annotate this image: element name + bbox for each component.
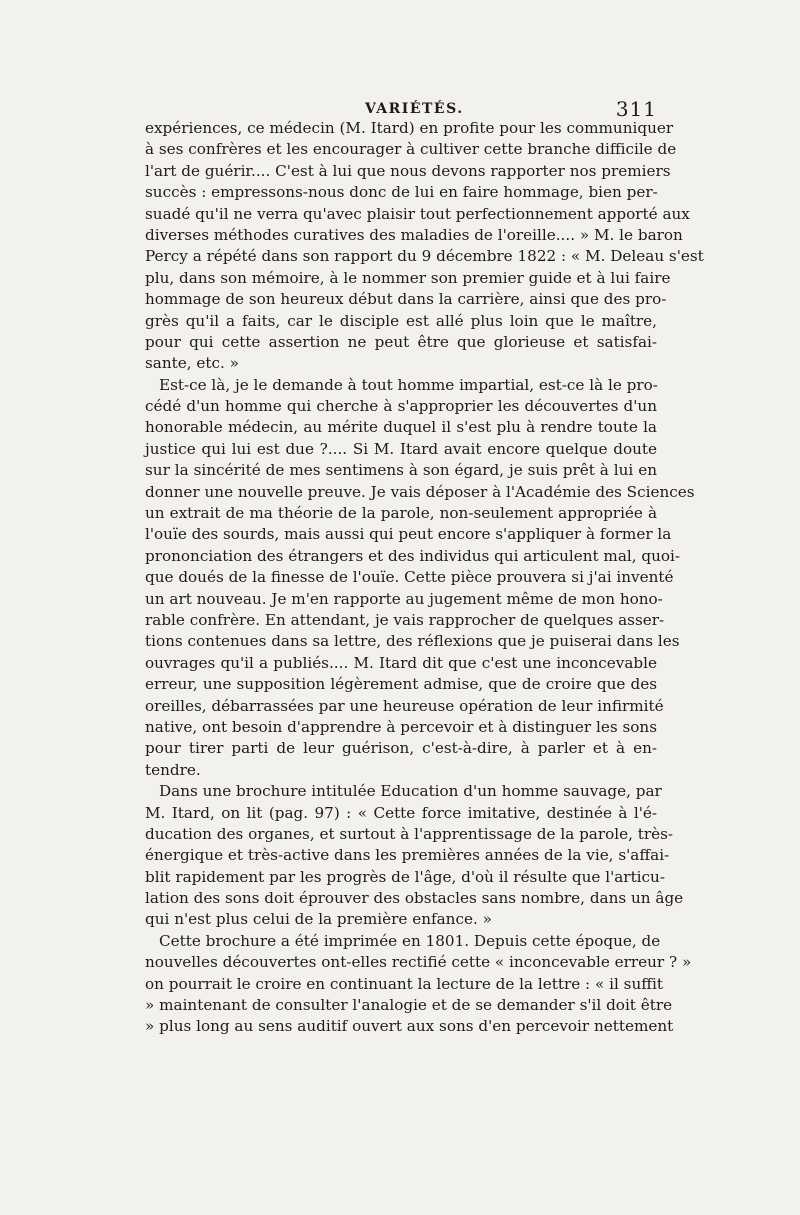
paragraph [145,781,684,931]
text-line: on pourrait le croire en continuant la lecture de la lettre : « il suffit [145,974,663,993]
text-line: ouvrages qu'il a publiés.... M. Itard dit que c'est une inconcevable [145,653,657,672]
text-line: cédé d'un homme qui cherche à s'approprier les découvertes d'un [145,397,657,416]
text-line: que doués de la finesse de l'ouïe. Cette pièce prouvera si j'ai inventé [145,568,674,587]
text-line: Cette brochure a été imprimée en 1801. Depuis cette époque, de [159,931,661,950]
text-line: nouvelles découvertes ont-elles rectifié cette « inconcevable erreur ? » [145,953,692,972]
text-line: l'ouïe des sourds, mais aussi qui peut encore s'appliquer à former la [145,525,672,544]
text-line: un extrait de ma théorie de la parole, non-seulement appropriée à [145,504,657,523]
running-title: VARIÉTÉS. [365,101,464,117]
text-line: lation des sons doit éprouver des obstacles sans nombre, dans un âge [145,889,684,908]
text-line: native, ont besoin d'apprendre à percevoir et à distinguer les sons [145,717,657,736]
text-line: ducation des organes, et surtout à l'apprentissage de la parole, très- [145,824,674,843]
paragraph [145,118,704,375]
text-line: blit rapidement par les progrès de l'âge, d'où il résulte que l'articu- [145,867,665,886]
body-text [145,118,704,1038]
text-line: donner une nouvelle preuve. Je vais déposer à l'Académie des Sciences [145,482,695,501]
text-line: » maintenant de consulter l'analogie et de se demander s'il doit être [145,996,673,1015]
text-line: hommage de son heureux début dans la carrière, ainsi que des pro- [145,290,667,309]
paragraph [145,375,695,781]
text-line: prononciation des étrangers et des individus qui articulent mal, quoi- [145,546,681,565]
text-line: grès qu'il a faits, car le disciple est allé plus loin que le maître, [145,311,657,330]
text-line: suadé qu'il ne verra qu'avec plaisir tout perfectionnement apporté aux [145,204,690,223]
text-line: tendre. [145,760,201,779]
text-line: l'art de guérir.... C'est à lui que nous devons rapporter nos premiers [145,161,671,180]
text-line: oreilles, débarrassées par une heureuse opération de leur infirmité [145,696,664,715]
text-line: M. Itard, on lit (pag. 97) : « Cette force imitative, destinée à l'é- [145,803,657,822]
text-line: rable confrère. En attendant, je vais rapprocher de quelques asser- [145,610,665,629]
text-line: qui n'est plus celui de la première enfance. » [145,910,492,929]
text-line: pour qui cette assertion ne peut être que glorieuse et satisfai- [145,332,657,351]
text-line: Dans une brochure intitulée Education d'un homme sauvage, par [159,782,662,801]
text-line: succès : empressons-nous donc de lui en faire hommage, bien per- [145,183,658,202]
text-line: honorable médecin, au mérite duquel il s'est plu à rendre toute la [145,418,657,437]
text-line: » plus long au sens auditif ouvert aux sons d'en percevoir nettement [145,1017,674,1036]
text-line: diverses méthodes curatives des maladies de l'oreille.... » M. le baron [145,225,683,244]
text-line: justice qui lui est due ?.... Si M. Itard avait encore quelque doute [145,439,657,458]
text-line: erreur, une supposition légèrement admise, que de croire que des [145,675,657,694]
text-line: énergique et très-active dans les premières années de la vie, s'affai- [145,846,670,865]
text-line: expériences, ce médecin (M. Itard) en profite pour les communiquer [145,119,674,137]
text-line: à ses confrères et les encourager à cultiver cette branche difficile de [145,140,677,159]
text-line: plu, dans son mémoire, à le nommer son premier guide et à lui faire [145,268,671,287]
text-line: Est-ce là, je le demande à tout homme impartial, est-ce là le pro- [159,375,658,394]
text-line: un art nouveau. Je m'en rapporte au jugement même de mon hono- [145,589,663,608]
text-line: sante, etc. » [145,354,239,373]
text-line: pour tirer parti de leur guérison, c'est-à-dire, à parler et à en- [145,739,657,758]
text-line: tions contenues dans sa lettre, des réflexions que je puiserai dans les [145,632,680,651]
text-line: Percy a répété dans son rapport du 9 décembre 1822 : « M. Deleau s'est [145,247,704,266]
text-line: sur la sincérité de mes sentimens à son égard, je suis prêt à lui en [145,461,657,480]
paragraph [145,931,692,1038]
page-number: 311 [615,97,657,121]
